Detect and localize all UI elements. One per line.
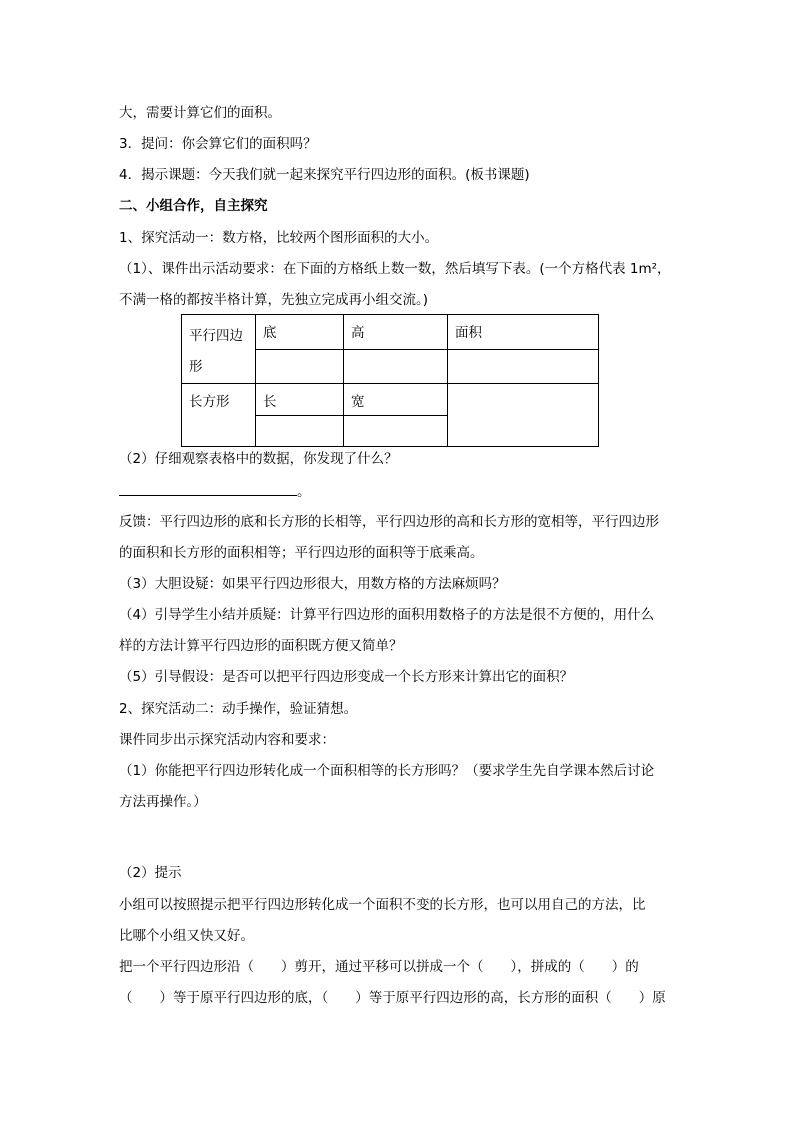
table-cell-parallelogram: [182, 315, 256, 384]
answer-line: [119, 481, 311, 501]
paragraph-line: （3）大胆设疑：如果平行四边形很大，用数方格的方法麻烦吗？: [119, 576, 506, 592]
paragraph-line: 的面积和长方形的面积相等；平行四边形的面积等于底乘高。: [119, 545, 484, 561]
paragraph-line: 把一个平行四边形沿（ ）剪开，通过平移可以拼成一个（ ），拼成的（ ）的: [119, 959, 639, 975]
table-label: 形: [189, 359, 203, 375]
table-header-cell: 高: [344, 315, 448, 350]
paragraph-line: 反馈：平行四边形的底和长方形的长相等，平行四边形的高和长方形的宽相等，平行四边形: [119, 514, 659, 530]
paragraph-line: 比哪个小组又快又好。: [119, 928, 254, 944]
paragraph-line: （ ）等于原平行四边形的底，（ ）等于原平行四边形的高，长方形的面积（ ）原: [119, 990, 666, 1006]
paragraph-line: （2）仔细观察表格中的数据，你发现了什么？: [119, 451, 398, 467]
table-header-cell: 长: [256, 384, 344, 416]
paragraph-line: 大，需要计算它们的面积。: [119, 105, 281, 121]
paragraph-line: 3．提问：你会算它们的面积吗？: [119, 136, 317, 152]
table-cell-empty: [344, 349, 448, 384]
paragraph-line: （1）你能把平行四边形转化成一个面积相等的长方形吗？（要求学生先自学课本然后讨论: [119, 763, 655, 779]
table-cell-empty: [448, 349, 599, 384]
paragraph-line: （2）提示: [119, 865, 182, 881]
paragraph-line: 1、探究活动一：数方格，比较两个图形面积的大小。: [119, 230, 439, 246]
data-table: [181, 314, 599, 447]
paragraph-line: 不满一格的都按半格计算，先独立完成再小组交流。): [119, 292, 429, 308]
table-header-cell: 宽: [344, 384, 448, 416]
table-cell-empty: [344, 416, 448, 447]
paragraph-line: （4）引导学生小结并质疑：计算平行四边形的面积用数格子的方法是很不方便的，用什么: [119, 607, 655, 623]
table-cell-empty: [256, 416, 344, 447]
paragraph-line: 课件同步出示探究活动内容和要求：: [119, 732, 335, 748]
table-cell-empty: [256, 349, 344, 384]
paragraph-line: 样的方法计算平行四边形的面积既方便又简单？: [119, 638, 403, 654]
paragraph-line: 2、探究活动二：动手操作，验证猜想。: [119, 701, 358, 717]
paragraph-line: 小组可以按照提示把平行四边形转化成一个面积不变的长方形，也可以用自己的方法，比: [119, 897, 646, 913]
table-header-cell: 底: [256, 315, 344, 350]
paragraph-line: 方法再操作。）: [119, 794, 207, 810]
paragraph-line: （1）、课件出示活动要求：在下面的方格纸上数一数，然后填写下表。(一个方格代表 1m²，: [119, 261, 671, 277]
table-header-cell: 面积: [448, 315, 599, 350]
table-cell-rectangle: 长方形: [182, 384, 256, 447]
punctuation: 。: [297, 484, 311, 500]
table-cell-empty: [448, 384, 599, 447]
paragraph-line: （5）引导假设：是否可以把平行四边形变成一个长方形来计算出它的面积？: [119, 669, 574, 685]
fill-in-blank[interactable]: [119, 481, 297, 496]
paragraph-line: 4．揭示课题：今天我们就一起来探究平行四边形的面积。(板书课题): [119, 167, 530, 183]
section-heading: 二、小组合作，自主探究: [119, 198, 268, 214]
table-label: 平行四边: [189, 328, 243, 344]
